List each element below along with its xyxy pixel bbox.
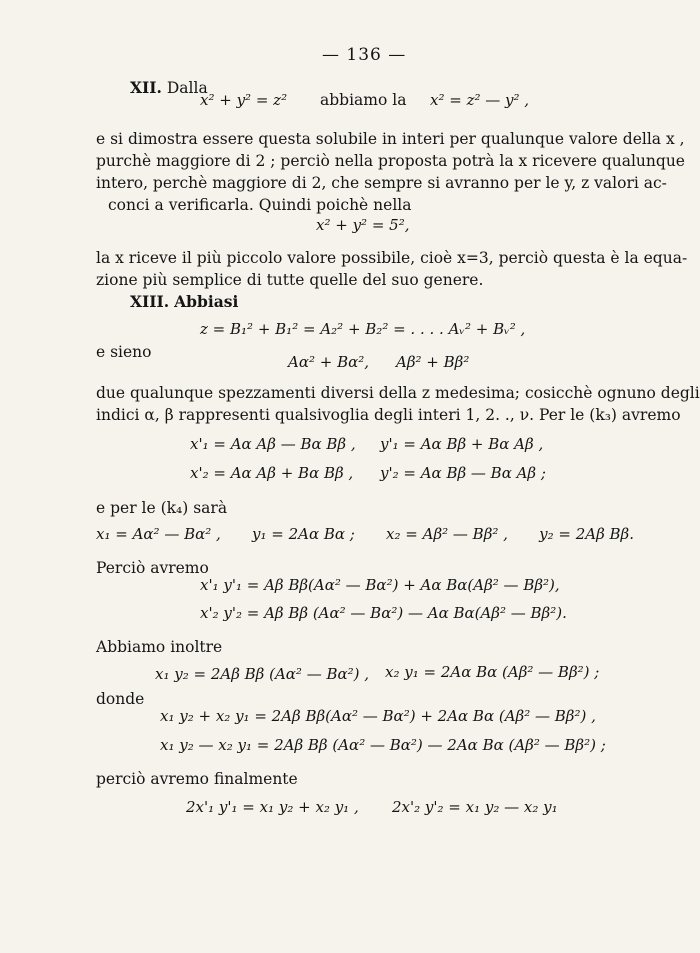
- equation-y2-prime: y'₂ = Aα Bβ — Bα Aβ ;: [380, 464, 546, 482]
- paragraph-line: conci a verificarla. Quindi poichè nella: [108, 196, 412, 214]
- section-xiii-heading: [130, 294, 238, 311]
- equation-x1-prime: x'₁ = Aα Aβ — Bα Bβ ,: [190, 435, 356, 453]
- equation-x2: x₂ = Aβ² — Bβ² ,: [386, 525, 508, 543]
- paragraph-line: due qualunque spezzamenti diversi della z medesima; cosicchè ognuno degli: [96, 384, 700, 402]
- section-xiii-word: Abbiasi: [174, 292, 239, 311]
- paragraph-line: purchè maggiore di 2 ; perciò nella proposta potrà la x ricevere qualunque: [96, 152, 685, 170]
- equation-x-squared: x² = z² — y² ,: [430, 91, 530, 109]
- equation-y2: y₂ = 2Aβ Bβ.: [539, 525, 634, 543]
- equation-row-k4: [96, 527, 634, 542]
- paragraph-line: Abbiamo inoltre: [96, 638, 223, 656]
- equation-difference: x₁ y₂ — x₂ y₁ = 2Aβ Bβ (Aα² — Bα²) — 2Aα Bα (Aβ² — Bβ²) ;: [160, 736, 606, 754]
- equation-sum: x₁ y₂ + x₂ y₁ = 2Aβ Bβ(Aα² — Bα²) + 2Aα Bα (Aβ² — Bβ²) ,: [160, 707, 596, 725]
- equation-x2-prime: x'₂ = Aα Aβ + Bα Bβ ,: [190, 464, 354, 482]
- section-xii-heading: [130, 80, 208, 97]
- paragraph-line: intero, perchè maggiore di 2, che sempre si avranno per le y, z valori ac-: [96, 174, 667, 192]
- equation-y1: y₁ = 2Aα Bα ;: [252, 525, 355, 543]
- equation-pythagorean: x² + y² = z²: [200, 91, 288, 109]
- section-xii-number: XII.: [130, 78, 162, 97]
- section-xii-lead: Dalla: [166, 79, 208, 97]
- equation-final-2: 2x'₂ y'₂ = x₁ y₂ — x₂ y₁: [392, 798, 558, 816]
- paragraph-line: Perciò avremo: [96, 559, 209, 577]
- equation-x1y2: x₁ y₂ = 2Aβ Bβ (Aα² — Bα²) ,: [155, 665, 370, 683]
- equation-sieno-alpha: Aα² + Bα²,: [288, 353, 370, 371]
- paragraph-line: zione più semplice di tutte quelle del suo genere.: [96, 271, 484, 289]
- paragraph-line: e si dimostra essere questa solubile in interi per qualunque valore della x ,: [96, 130, 685, 148]
- equation-x2y1: x₂ y₁ = 2Aα Bα (Aβ² — Bβ²) ;: [385, 663, 600, 681]
- equation-y1-prime: y'₁ = Aα Bβ + Bα Aβ ,: [380, 435, 544, 453]
- paragraph-line: perciò avremo finalmente: [96, 770, 298, 788]
- equation-x1: x₁ = Aα² — Bα² ,: [96, 525, 221, 543]
- section-xiii-number: XIII.: [130, 292, 170, 311]
- paragraph-line: e per le (k₄) sarà: [96, 499, 228, 517]
- page-number: — 136 —: [322, 45, 407, 65]
- equation-z-decomposition: z = B₁² + B₁² = A₂² + B₂² = . . . . Aᵥ² + Bᵥ² ,: [200, 320, 526, 338]
- equation-product-1: x'₁ y'₁ = Aβ Bβ(Aα² — Bα²) + Aα Bα(Aβ² — Bβ²),: [200, 576, 560, 594]
- equation-five-squared: x² + y² = 5²,: [316, 216, 410, 234]
- equation-sieno-beta: Aβ² + Bβ²: [396, 353, 470, 371]
- paragraph-line: indici α, β rappresenti qualsivoglia degli interi 1, 2. ., ν. Per le (k₃) avremo: [96, 406, 681, 424]
- paragraph-line: la x riceve il più piccolo valore possibile, cioè x=3, perciò questa è la equa-: [96, 249, 688, 267]
- text-abbiamo-la: abbiamo la: [320, 91, 407, 109]
- equation-product-2: x'₂ y'₂ = Aβ Bβ (Aα² — Bα²) — Aα Bα(Aβ² — Bβ²).: [200, 604, 567, 622]
- equation-final-1: 2x'₁ y'₁ = x₁ y₂ + x₂ y₁ ,: [186, 798, 359, 816]
- paragraph-line: donde: [96, 690, 145, 708]
- text-e-sieno: e sieno: [96, 343, 152, 361]
